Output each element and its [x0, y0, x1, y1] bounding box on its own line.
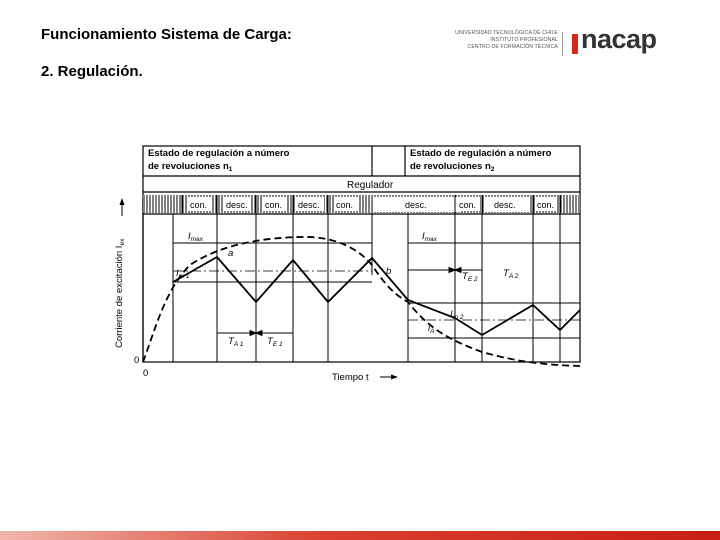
- label-im1: $I_{m 1}$: [176, 268, 190, 280]
- logo-line-3: CENTRO DE FORMACIÓN TÉCNICA: [467, 44, 558, 50]
- regulator-state-bar: [143, 195, 580, 214]
- state-left-header: Estado de regulación a número: [148, 148, 290, 159]
- envelope-curve: [143, 237, 580, 366]
- label-imax-left: $I_{max}$: [188, 231, 203, 243]
- state-label-2: desc.: [226, 200, 248, 210]
- state-label-3: con.: [265, 200, 283, 210]
- label-ia: $i_A$: [428, 323, 435, 335]
- logo-line-1: UNIVERSIDAD TECNOLÓGICA DE CHILE: [455, 30, 558, 36]
- label-imax-right: $I_{max}$: [422, 231, 437, 243]
- state-label-9: con.: [537, 200, 555, 210]
- state-right-header: Estado de regulación a número: [410, 148, 552, 159]
- label-im2: $I_{m 2}$: [450, 309, 464, 321]
- logo-institution-text: [440, 30, 558, 51]
- x-axis-label: Tiempo t: [332, 372, 369, 383]
- label-ta2: $T_{A 2}$: [503, 268, 519, 280]
- y-axis-label: Corriente de excitación $I_{ex}$: [114, 238, 126, 348]
- origin-label-bottom: 0: [143, 368, 149, 379]
- regulator-label: Regulador: [347, 180, 394, 191]
- state-label-6: desc.: [405, 200, 427, 210]
- state-label-8: desc.: [494, 200, 516, 210]
- origin-label-top: 0: [134, 355, 140, 366]
- logo-wordmark: [569, 24, 657, 55]
- regulation-diagram: [110, 140, 590, 390]
- excitation-current-curve: [173, 257, 580, 335]
- state-label-4: desc.: [298, 200, 320, 210]
- state-left-header-line2: de revoluciones $n_1$: [148, 161, 233, 173]
- x-axis: [332, 372, 398, 383]
- state-label-5: con.: [336, 200, 354, 210]
- logo-line-2: INSTITUTO PROFESIONAL: [490, 37, 558, 43]
- state-right-header-line2: de revoluciones $n_2$: [410, 161, 495, 173]
- reference-lines: [173, 243, 580, 338]
- label-a: a: [228, 248, 234, 259]
- state-label-7: con.: [459, 200, 477, 210]
- section-subtitle: 2. Regulación.: [41, 63, 143, 80]
- logo-wordmark-text: nacap: [581, 24, 657, 54]
- footer-accent-bar: [0, 531, 720, 540]
- label-te2: $T_{E 2}$: [462, 271, 478, 283]
- state-label-1: con.: [190, 200, 208, 210]
- label-b: b: [386, 266, 392, 277]
- logo-separator: [562, 32, 563, 56]
- inacap-logo: [440, 24, 685, 60]
- label-te1: $T_{E 1}$: [267, 336, 283, 348]
- page-title: Funcionamiento Sistema de Carga:: [41, 26, 292, 43]
- label-ta1: $T_{A 1}$: [228, 336, 244, 348]
